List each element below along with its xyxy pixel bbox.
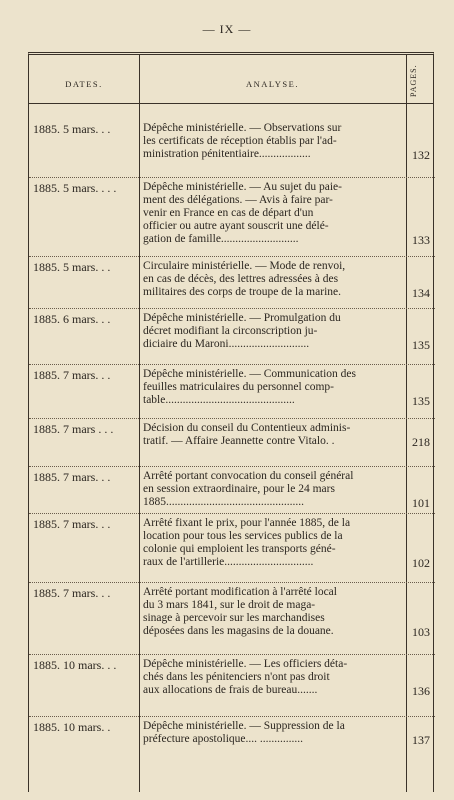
table-row [29,467,435,514]
analysis-line: Dépêche ministérielle. — Les officiers déta- [143,658,348,670]
analysis-line: Dépêche ministérielle. — Au sujet du paie- [143,181,342,193]
entry-date: 1885. 7 mars. . . [33,368,111,382]
analysis-line: préfecture apostolique.... ............... [143,733,303,745]
analysis-line: Arrêté fixant le prix, pour l'année 1885, de la [143,517,351,529]
analysis-line: du 3 mars 1841, sur le droit de maga- [143,599,316,611]
analysis-line: décret modifiant la circonscription ju- [143,325,318,337]
column-header-analyse: ANALYSE. [246,79,299,89]
entry-page: 137 [412,733,430,747]
table-row [29,514,435,583]
analysis-line: table............................................. [143,394,295,406]
analysis-line: aux allocations de frais de bureau....... [143,684,318,696]
table-row [29,365,435,419]
entry-page: 218 [412,435,430,449]
entry-page: 103 [412,625,430,639]
entry-page: 134 [412,286,430,300]
analysis-line: ment des délégations. — Avis à faire par- [143,194,333,206]
entry-page: 135 [412,394,430,408]
analysis-line: Dépêche ministérielle. — Observations sur [143,122,342,134]
analysis-line: chés dans les pénitenciers n'ont pas droit [143,671,330,683]
entry-analysis [143,470,402,509]
page-number: — IX — [202,22,252,36]
table-row [29,655,435,717]
entry-date: 1885. 10 mars. . [33,720,111,734]
analysis-line: en session extraordinaire, pour le 24 mars [143,483,335,495]
analysis-line: feuilles matriculaires du personnel comp- [143,381,334,393]
entry-date: 1885. 5 mars. . . [33,122,111,136]
entry-page: 135 [412,338,430,352]
analysis-line: gation de famille........................... [143,233,299,245]
table-row [29,257,435,309]
entry-analysis [143,517,402,569]
entry-analysis [143,422,402,448]
entry-date: 1885. 5 mars. . . [33,260,111,274]
entry-analysis [143,260,402,299]
analysis-line: sinage à percevoir sur les marchandises [143,612,325,624]
analysis-line: Dépêche ministérielle. — Suppression de la [143,720,345,732]
column-header-pages: PAGES. [409,64,418,98]
entry-analysis [143,586,402,638]
analysis-line: les certificats de réception établis par l'ad- [143,135,337,147]
analysis-line: en cas de décès, des lettres adressées à des [143,273,339,285]
table-row [29,583,435,655]
entry-page: 132 [412,148,430,162]
index-table [28,52,434,792]
analysis-line: 1885................................................ [143,496,304,508]
analysis-line: militaires des corps de troupe de la marine. [143,286,341,298]
entry-page: 101 [412,496,430,510]
analysis-line: colonie qui emploient les transports géné- [143,543,336,555]
analysis-line: raux de l'artillerie............................... [143,556,314,568]
entry-date: 1885. 7 mars. . . [33,517,111,531]
entry-page: 102 [412,556,430,570]
table-row [29,309,435,365]
analysis-line: location pour tous les services publics de la [143,530,343,542]
entry-date: 1885. 10 mars. . . [33,658,117,672]
entry-date: 1885. 5 mars. . . . [33,181,117,195]
entry-analysis [143,368,402,407]
analysis-line: officier ou autre ayant souscrit une délé- [143,220,329,232]
table-row [29,419,435,467]
entry-page: 133 [412,233,430,247]
entry-analysis [143,312,402,351]
entry-analysis [143,181,402,246]
header-rule [29,103,433,104]
analysis-line: Dépêche ministérielle. — Communication des [143,368,357,380]
entry-page: 136 [412,684,430,698]
analysis-line: Arrêté portant convocation du conseil général [143,470,354,482]
analysis-line: déposées dans les magasins de la douane. [143,625,334,637]
table-row [29,119,435,178]
analysis-line: Arrêté portant modification à l'arrêté local [143,586,337,598]
entry-analysis [143,720,402,746]
entry-analysis [143,658,402,697]
analysis-line: tratif. — Affaire Jeannette contre Vitalo. . [143,435,335,447]
entry-date: 1885. 7 mars . . . [33,422,114,436]
analysis-line: Décision du conseil du Contentieux adminis- [143,422,351,434]
entry-analysis [143,122,402,161]
analysis-line: diciaire du Maroni............................ [143,338,310,350]
entry-date: 1885. 7 mars. . . [33,470,111,484]
entry-date: 1885. 6 mars. . . [33,312,111,326]
analysis-line: Dépêche ministérielle. — Promulgation du [143,312,341,324]
analysis-line: ministration pénitentiaire.................. [143,148,311,160]
column-header-dates: DATES. [65,79,103,89]
analysis-line: Circulaire ministérielle. — Mode de renvoi, [143,260,346,272]
entry-date: 1885. 7 mars. . . [33,586,111,600]
table-row [29,178,435,257]
analysis-line: venir en France en cas de départ d'un [143,207,314,219]
table-row [29,717,435,777]
